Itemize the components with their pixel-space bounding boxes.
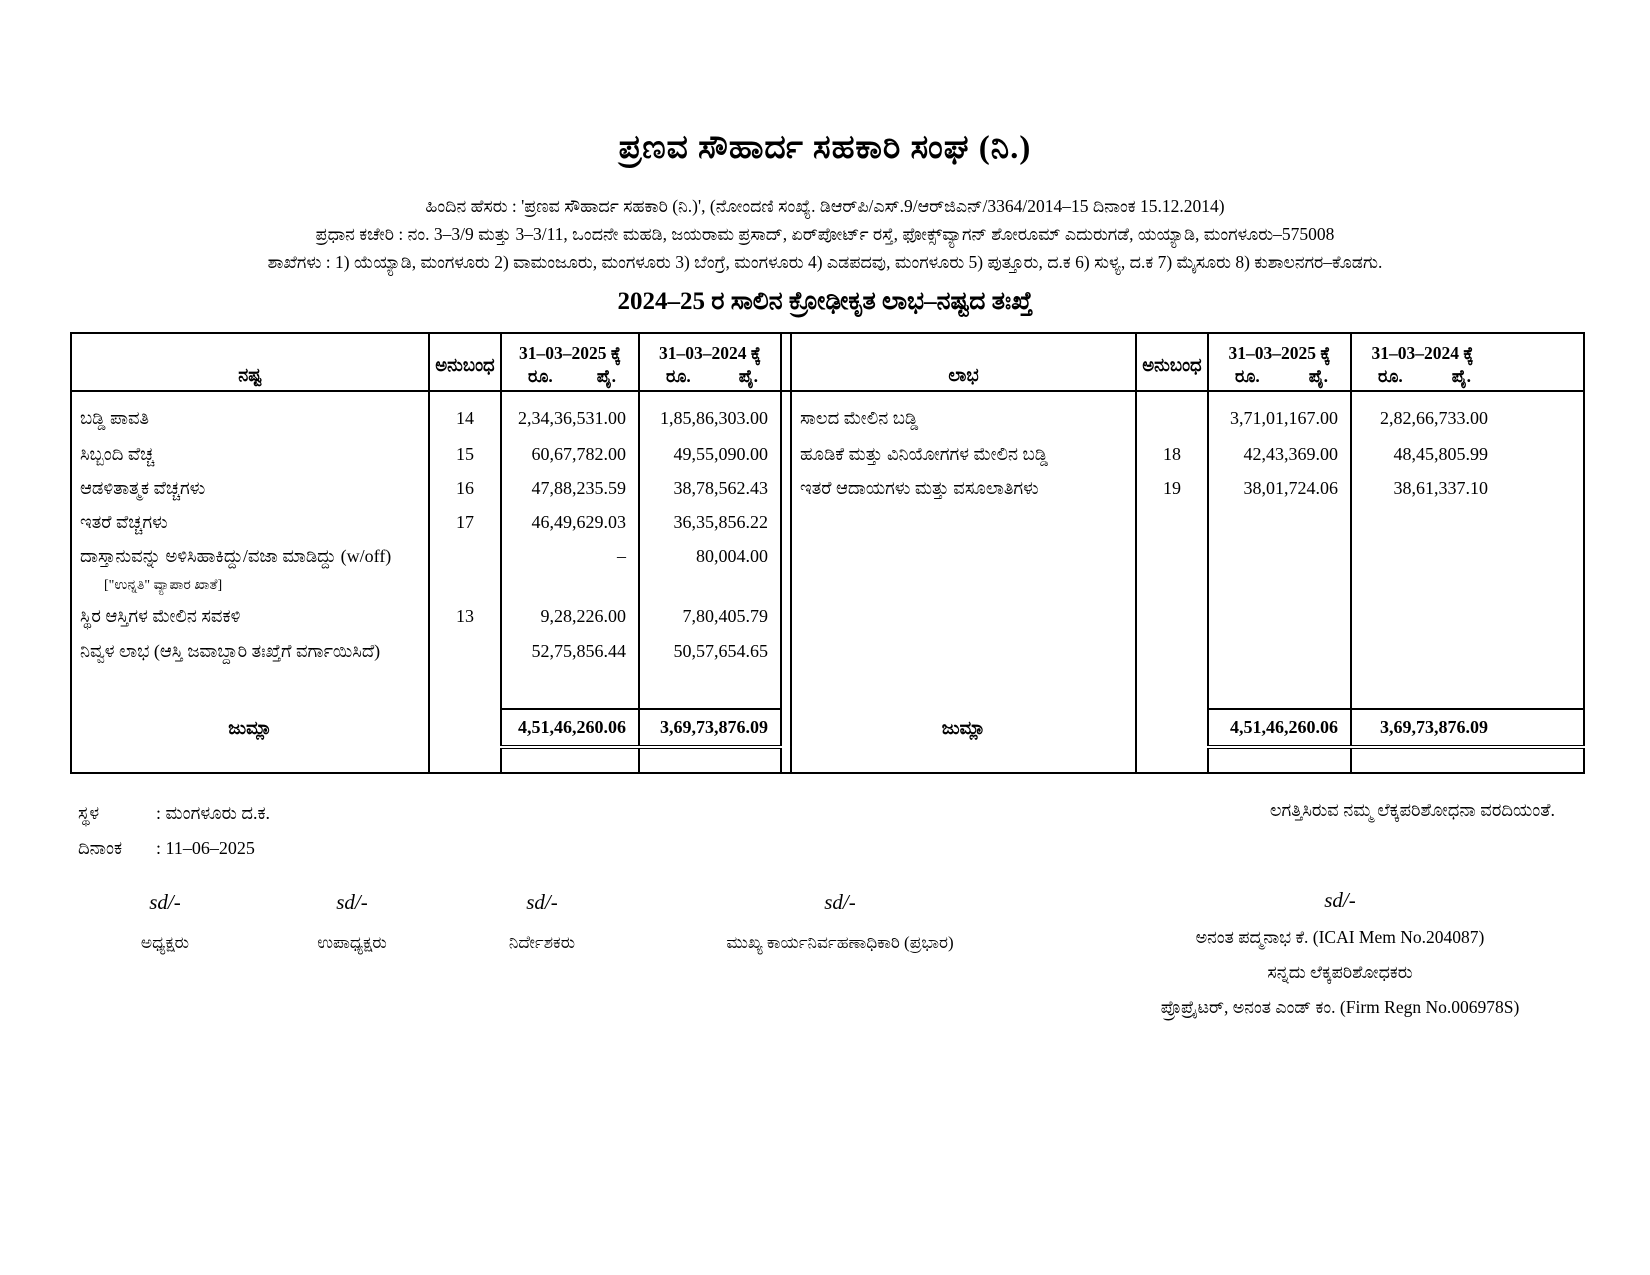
- half-divider: [781, 391, 791, 437]
- profit-2024-header: [1351, 333, 1584, 391]
- table-subnote-row: [71, 573, 1584, 599]
- loss-amount-2025: –: [501, 539, 639, 573]
- paise-label: ಪೈ.: [1451, 366, 1471, 386]
- profit-amount-2024: [1351, 573, 1584, 599]
- profit-item-annexure: [1136, 391, 1208, 437]
- profit-amount-2025: [1208, 633, 1351, 669]
- paise-label: ಪೈ.: [738, 366, 758, 386]
- profit-item-annexure: [1136, 633, 1208, 669]
- half-divider: [781, 747, 791, 773]
- profit-2024-units: [1352, 364, 1583, 387]
- profit-item-label: ಇತರೆ ಆದಾಯಗಳು ಮತ್ತು ವಸೂಲಾತಿಗಳು: [791, 471, 1136, 505]
- profit-loss-table: [70, 332, 1585, 774]
- half-divider: [781, 709, 791, 747]
- profit-amount-2025: 3,71,01,167.00: [1208, 391, 1351, 437]
- sd-mark: sd/-: [526, 890, 558, 914]
- profit-annexure-header: ಅನುಬಂಧ: [1136, 333, 1208, 391]
- profit-amount-2025: 42,43,369.00: [1208, 437, 1351, 471]
- profit-2025-header: [1208, 333, 1351, 391]
- sd-mark: sd/-: [824, 890, 856, 914]
- profit-amount-2025: [1208, 505, 1351, 539]
- loss-item-label: ಆಡಳಿತಾತ್ಮಕ ವೆಚ್ಚಗಳು: [80, 477, 206, 498]
- profit-amount-2024: 38,61,337.10: [1351, 471, 1584, 505]
- spacer-cell: [1208, 669, 1351, 709]
- profit-2024-date: 31–03–2024 ಕ್ಕೆ: [1371, 343, 1474, 363]
- loss-annexure-header: ಅನುಬಂಧ: [429, 333, 501, 391]
- loss-item-annexure: 14: [429, 391, 501, 437]
- half-divider: [781, 471, 791, 505]
- loss-amount-2024: 7,80,405.79: [639, 599, 781, 633]
- spacer-cell: [1351, 669, 1584, 709]
- half-divider: [781, 539, 791, 573]
- profit-total-2025: 4,51,46,260.06: [1208, 709, 1351, 747]
- spacer-cell: [71, 669, 429, 709]
- spacer-cell: [429, 669, 501, 709]
- loss-item-annexure: 17: [429, 505, 501, 539]
- former-name-line: ಹಿಂದಿನ ಹೆಸರು : 'ಪ್ರಣವ ಸೌಹಾರ್ದ ಸಹಕಾರಿ (ನಿ.)', (ನೋಂದಣಿ ಸಂಖ್ಯೆ. ಡಿಆರ್‌ಪಿ/ಎಸ್.9/ಆರ್‌ಜಿಎನ್/3364/2014–15 ದಿನಾಂಕ 15.12.2014): [425, 196, 1225, 216]
- loss-amount-2025: 46,49,629.03: [501, 505, 639, 539]
- loss-amount-2025: 60,67,782.00: [501, 437, 639, 471]
- signature-ceo: [650, 890, 1030, 953]
- table-bottom-strip: [71, 747, 1584, 773]
- profit-amount-2025: 38,01,724.06: [1208, 471, 1351, 505]
- loss-amount-2025: 2,34,36,531.00: [501, 391, 639, 437]
- table-spacer-row: [71, 669, 1584, 709]
- rupees-label: ರೂ.: [1378, 366, 1403, 386]
- profit-item-label: [791, 505, 1136, 539]
- loss-item-label: ಸಿಬ್ಬಂದಿ ವೆಚ್ಚ: [80, 443, 155, 464]
- rupees-label: ರೂ.: [1235, 366, 1260, 386]
- profit-item-annexure: [1136, 599, 1208, 633]
- profit-item-annexure: [1136, 539, 1208, 573]
- statement-title: 2024–25 ರ ಸಾಲಿನ ಕ್ರೋಢೀಕೃತ ಲಾಭ–ನಷ್ಟದ ತಃಖ್ತೆ: [617, 288, 1033, 315]
- place-label: ಸ್ಥಳ: [78, 803, 100, 823]
- loss-item-label: ಇತರೆ ವೆಚ್ಚಗಳು: [80, 511, 168, 532]
- profit-item-label: [791, 633, 1136, 669]
- signature-director: [452, 890, 632, 953]
- branches-line: ಶಾಖೆಗಳು : 1) ಯೆಯ್ಯಾಡಿ, ಮಂಗಳೂರು 2) ವಾಮಂಜೂರು, ಮಂಗಳೂರು 3) ಬೆಂಗ್ರೆ, ಮಂಗಳೂರು 4) ಎಡಪದವು, ಮಂಗಳೂರು 5) ಪುತ್ತೂರು, ದ.ಕ 6) ಸುಳ್ಯ, ದ.ಕ 7) ಮೈಸೂರು 8) ಕುಶಾಲನಗರ–ಕೊಡಗು.: [267, 252, 1383, 272]
- half-divider: [781, 599, 791, 633]
- loss-amount-2024: 50,57,654.65: [639, 633, 781, 669]
- head-office-line: ಪ್ರಧಾನ ಕಚೇರಿ : ನಂ. 3–3/9 ಮತ್ತು 3–3/11, ಒಂದನೇ ಮಹಡಿ, ಜಯರಾಮ ಪ್ರಸಾದ್, ಏರ್‌ಪೋರ್ಟ್ ರಸ್ತೆ, ಫೋಕ್ಸ್‌ವ್ಯಾಗನ್ ಶೋರೂಮ್ ಎದುರುಗಡೆ, ಯಯ್ಯಾಡಿ, ಮಂಗಳೂರು–575008: [315, 224, 1335, 244]
- auditor-name: ಅನಂತ ಪದ್ಮನಾಭ ಕೆ. (ICAI Mem No.204087): [1195, 927, 1485, 947]
- spacer-cell: [1136, 669, 1208, 709]
- auditor-designation: ಸನ್ನದು ಲೆಕ್ಕಪರಿಶೋಧಕರು: [1267, 962, 1413, 982]
- date-line: [78, 838, 255, 859]
- loss-2025-date: 31–03–2025 ಕ್ಕೆ: [518, 343, 622, 363]
- loss-amount-2024: [639, 573, 781, 599]
- loss-2024-units: [640, 364, 780, 387]
- table-row: [71, 505, 1584, 539]
- audit-note: ಲಗತ್ತಿಸಿರುವ ನಮ್ಮ ಲೆಕ್ಕಪರಿಶೋಧನಾ ವರದಿಯಂತೆ.: [1269, 800, 1555, 820]
- table-total-row: [71, 709, 1584, 747]
- spacer-cell: [639, 669, 781, 709]
- loss-amount-2025: 9,28,226.00: [501, 599, 639, 633]
- sd-mark: sd/-: [336, 890, 368, 914]
- loss-total-2025: 4,51,46,260.06: [501, 709, 639, 747]
- profit-amount-2025: [1208, 539, 1351, 573]
- half-divider: [781, 437, 791, 471]
- loss-item-annexure: 16: [429, 471, 501, 505]
- profit-amount-2024: [1351, 505, 1584, 539]
- date-value: : 11–06–2025: [156, 838, 255, 858]
- spacer-cell: [1136, 747, 1208, 773]
- spacer-cell: [791, 669, 1136, 709]
- signature-auditor: [1090, 888, 1590, 1018]
- rupees-label: ರೂ.: [666, 366, 691, 386]
- paise-label: ಪೈ.: [596, 366, 616, 386]
- place-line: [78, 803, 270, 824]
- loss-total-label: ಜುಮ್ಲಾ: [228, 717, 272, 738]
- loss-item-annexure: [429, 539, 501, 573]
- profit-total-label: ಜುಮ್ಲಾ: [791, 709, 1136, 747]
- loss-2024-date: 31–03–2024 ಕ್ಕೆ: [658, 343, 762, 363]
- signatory-role: ನಿರ್ದೇಶಕರು: [508, 933, 576, 952]
- signatory-role: ಮುಖ್ಯ ಕಾರ್ಯನಿರ್ವಹಣಾಧಿಕಾರಿ (ಪ್ರಭಾರ): [726, 933, 954, 952]
- profit-2025-units: [1209, 364, 1350, 387]
- profit-item-annexure: [1136, 573, 1208, 599]
- spacer-cell: [1208, 747, 1351, 773]
- profit-item-label: [791, 599, 1136, 633]
- table-row: [71, 599, 1584, 633]
- signature-president: [80, 890, 250, 953]
- place-value: : ಮಂಗಳೂರು ದ.ಕ.: [156, 803, 271, 823]
- profit-column-header: ಲಾಭ: [791, 333, 1136, 391]
- society-title: ಪ್ರಣವ ಸೌಹಾರ್ದ ಸಹಕಾರಿ ಸಂಘ (ನಿ.): [618, 130, 1032, 166]
- profit-amount-2024: [1351, 633, 1584, 669]
- spacer-cell: [71, 747, 429, 773]
- profit-amount-2024: 2,82,66,733.00: [1351, 391, 1584, 437]
- loss-item-label: ಸ್ಥಿರ ಆಸ್ತಿಗಳ ಮೇಲಿನ ಸವಕಳಿ: [80, 605, 241, 626]
- paise-label: ಪೈ.: [1308, 366, 1328, 386]
- auditor-firm: ಪ್ರೊಪ್ರೈಟರ್, ಅನಂತ ಎಂಡ್ ಕಂ. (Firm Regn No.006978S): [1160, 997, 1520, 1017]
- loss-item-label: ನಿವ್ವಳ ಲಾಭ (ಆಸ್ತಿ ಜವಾಬ್ದಾರಿ ತಃಖ್ತೆಗೆ ವರ್ಗಾಯಿಸಿದೆ): [80, 640, 381, 661]
- sd-mark: sd/-: [1324, 888, 1356, 912]
- loss-item-annexure: [429, 573, 501, 599]
- profit-item-annexure: [1136, 505, 1208, 539]
- loss-amount-2025: [501, 573, 639, 599]
- loss-amount-2024: 1,85,86,303.00: [639, 391, 781, 437]
- spacer-cell: [791, 747, 1136, 773]
- loss-item-annexure: 13: [429, 599, 501, 633]
- table-row: [71, 437, 1584, 471]
- profit-item-annexure: 19: [1136, 471, 1208, 505]
- loss-total-2024: 3,69,73,876.09: [639, 709, 781, 747]
- half-divider: [781, 573, 791, 599]
- table-row: [71, 391, 1584, 437]
- date-label: ದಿನಾಂಕ: [78, 838, 123, 858]
- sd-mark: sd/-: [149, 890, 181, 914]
- loss-item-subnote: ["ಉನ್ನತಿ" ವ್ಯಾಪಾರ ಖಾತೆ]: [104, 578, 223, 593]
- loss-amount-2024: 49,55,090.00: [639, 437, 781, 471]
- loss-2025-units: [502, 364, 638, 387]
- profit-amount-2025: [1208, 573, 1351, 599]
- loss-2025-header: [501, 333, 639, 391]
- loss-item-label: ಬಡ್ಡಿ ಪಾವತಿ: [80, 408, 150, 428]
- spacer-cell: [501, 747, 639, 773]
- profit-item-label: ಹೂಡಿಕೆ ಮತ್ತು ವಿನಿಯೋಗಗಳ ಮೇಲಿನ ಬಡ್ಡಿ: [791, 437, 1136, 471]
- loss-amount-2025: 52,75,856.44: [501, 633, 639, 669]
- half-divider: [781, 333, 791, 391]
- loss-total-annexure: [429, 709, 501, 747]
- signatory-role: ಅಧ್ಯಕ್ಷರು: [140, 933, 190, 952]
- loss-amount-2024: 38,78,562.43: [639, 471, 781, 505]
- profit-amount-2025: [1208, 599, 1351, 633]
- profit-item-label: [791, 539, 1136, 573]
- profit-amount-2024: [1351, 539, 1584, 573]
- loss-item-annexure: [429, 633, 501, 669]
- spacer-cell: [501, 669, 639, 709]
- signature-vice-president: [262, 890, 442, 953]
- rupees-label: ರೂ.: [528, 366, 553, 386]
- profit-item-annexure: 18: [1136, 437, 1208, 471]
- loss-column-header: ನಷ್ಟ: [71, 333, 429, 391]
- table-row: [71, 633, 1584, 669]
- profit-2025-date: 31–03–2025 ಕ್ಕೆ: [1228, 343, 1331, 363]
- half-divider: [781, 633, 791, 669]
- signatory-role: ಉಪಾಧ್ಯಕ್ಷರು: [317, 933, 387, 952]
- table-header-row: [71, 333, 1584, 391]
- spacer-cell: [639, 747, 781, 773]
- profit-amount-2024: 48,45,805.99: [1351, 437, 1584, 471]
- loss-amount-2024: 36,35,856.22: [639, 505, 781, 539]
- profit-total-annexure: [1136, 709, 1208, 747]
- loss-2024-header: [639, 333, 781, 391]
- profit-amount-2024: [1351, 599, 1584, 633]
- loss-item-annexure: 15: [429, 437, 501, 471]
- loss-item-label: ದಾಸ್ತಾನುವನ್ನು ಅಳಿಸಿಹಾಕಿದ್ದು/ವಜಾ ಮಾಡಿದ್ದು (w/off): [80, 545, 392, 566]
- half-divider: [781, 505, 791, 539]
- spacer-cell: [429, 747, 501, 773]
- profit-total-2024: 3,69,73,876.09: [1351, 709, 1584, 747]
- profit-item-label: [791, 573, 1136, 599]
- spacer-cell: [1351, 747, 1584, 773]
- table-row: [71, 539, 1584, 573]
- loss-amount-2025: 47,88,235.59: [501, 471, 639, 505]
- profit-item-label: ಸಾಲದ ಮೇಲಿನ ಬಡ್ಡಿ: [791, 391, 1136, 437]
- table-row: [71, 471, 1584, 505]
- loss-amount-2024: 80,004.00: [639, 539, 781, 573]
- half-divider: [781, 669, 791, 709]
